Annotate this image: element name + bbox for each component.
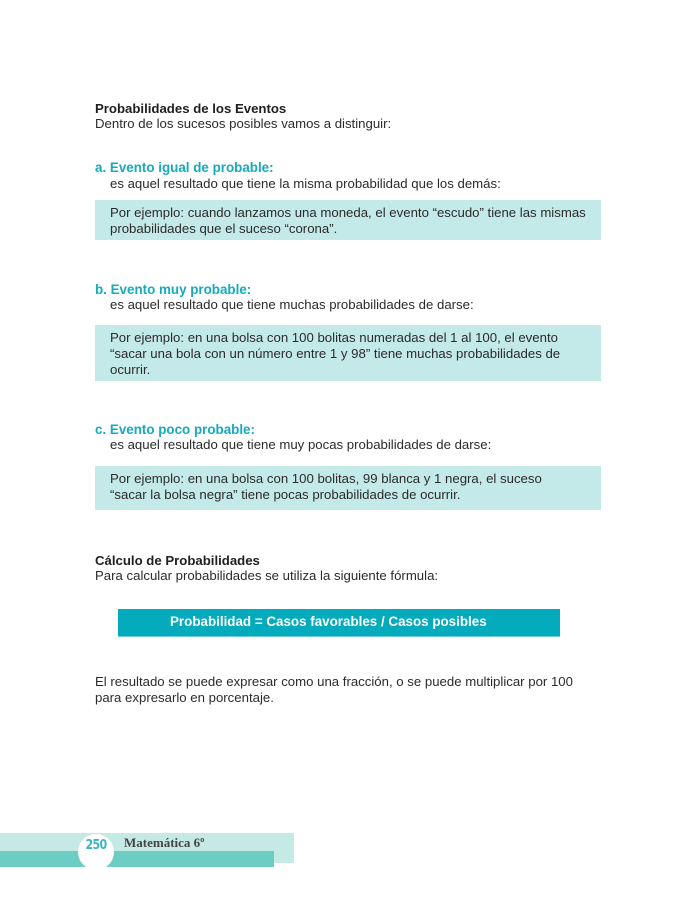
section-title-calculo-probabilidades: Cálculo de Probabilidades xyxy=(95,553,260,568)
event-a-heading: a. Evento igual de probable: xyxy=(95,160,274,175)
event-b-definition: es aquel resultado que tiene muchas probabilidades de darse: xyxy=(110,297,474,312)
event-c-example-box xyxy=(95,466,601,510)
event-a-example-box xyxy=(95,200,601,240)
event-c-definition: es aquel resultado que tiene muy pocas probabilidades de darse: xyxy=(110,437,492,452)
event-a-definition: es aquel resultado que tiene la misma probabilidad que los demás: xyxy=(110,176,501,191)
page-number: 250 xyxy=(85,838,107,853)
example-line: “sacar la bolsa negra” tiene pocas probabilidades de ocurrir. xyxy=(110,487,461,502)
event-c-heading: c. Evento poco probable: xyxy=(95,422,255,437)
section-intro: Dentro de los sucesos posibles vamos a distinguir: xyxy=(95,116,392,131)
example-line: “sacar una bola con un número entre 1 y 98” tiene muchas probabilidades de xyxy=(110,346,561,361)
example-line: Por ejemplo: en una bolsa con 100 bolitas, 99 blanca y 1 negra, el suceso xyxy=(110,471,542,486)
example-line: ocurrir. xyxy=(110,362,151,377)
conclusion-line-2: para expresarlo en porcentaje. xyxy=(95,690,274,705)
example-line: Por ejemplo: en una bolsa con 100 bolitas numeradas del 1 al 100, el evento xyxy=(110,330,558,345)
book-title: Matemática 6º xyxy=(124,835,205,850)
footer-band-dark xyxy=(0,851,274,867)
event-b-example-box xyxy=(95,325,601,381)
formula-box: Probabilidad = Casos favorables / Casos posibles xyxy=(118,609,560,637)
conclusion-line-1: El resultado se puede expresar como una fracción, o se puede multiplicar por 100 xyxy=(95,674,573,689)
section2-intro: Para calcular probabilidades se utiliza la siguiente fórmula: xyxy=(95,568,439,583)
section-title-probabilidades-eventos: Probabilidades de los Eventos xyxy=(95,101,287,116)
example-line: probabilidades que el suceso “corona”. xyxy=(110,221,338,236)
event-b-heading: b. Evento muy probable: xyxy=(95,282,252,297)
example-line: Por ejemplo: cuando lanzamos una moneda, el evento “escudo” tiene las mismas xyxy=(110,205,586,220)
